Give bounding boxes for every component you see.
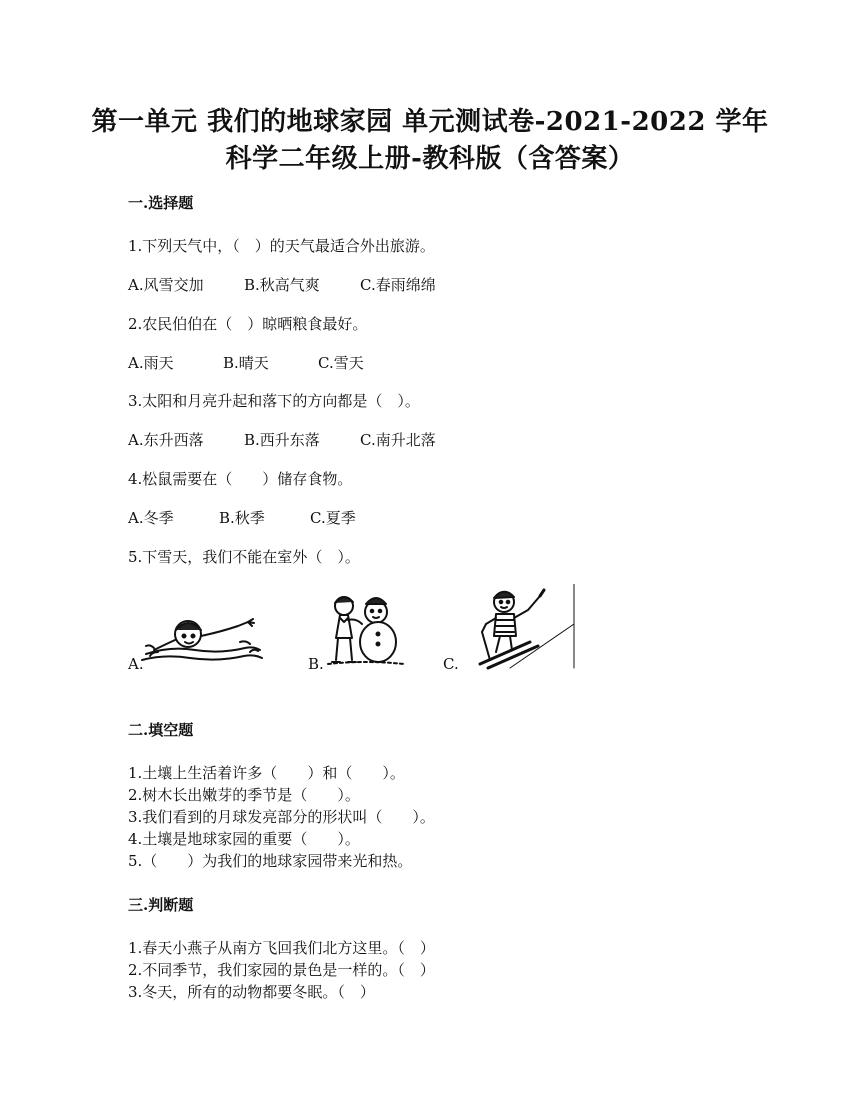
judge-item: 2.不同季节，我们家园的景色是一样的。（ ） [128, 961, 435, 979]
option-b: B.秋季 [219, 509, 265, 527]
fill-item: 5.（ ）为我们的地球家园带来光和热。 [128, 852, 413, 870]
option-a: A.东升西落 [128, 431, 204, 449]
question-text: 1.下列天气中，（ ）的天气最适合外出旅游。 [128, 237, 435, 255]
judge-item: 1.春天小燕子从南方飞回我们北方这里。（ ） [128, 939, 435, 957]
judge-item: 3.冬天，所有的动物都要冬眠。（ ） [128, 983, 375, 1001]
skiing-child-icon [470, 584, 580, 670]
option-a: A.风雪交加 [128, 276, 204, 294]
question-options [128, 352, 364, 373]
option-a: A.雨天 [128, 354, 174, 372]
option-a: A. [128, 655, 144, 673]
option-c: C.南升北落 [360, 431, 436, 449]
option-b: B.秋高气爽 [244, 276, 320, 294]
fill-item: 3.我们看到的月球发亮部分的形状叫（ ）。 [128, 808, 435, 826]
option-a: A.冬季 [128, 509, 174, 527]
question-options [128, 507, 356, 528]
question-text: 5.下雪天，我们不能在室外（ ）。 [128, 548, 360, 566]
question-text: 2.农民伯伯在（ ）晾晒粮食最好。 [128, 315, 368, 333]
option-b: B. [308, 655, 324, 673]
swimming-child-icon [140, 612, 265, 668]
section-heading-fill: 二.填空题 [128, 721, 194, 739]
option-c: C.夏季 [310, 509, 356, 527]
option-b: B.西升东落 [244, 431, 320, 449]
option-c: C.雪天 [318, 354, 364, 372]
option-c: C. [443, 655, 459, 673]
page-title-line2: 科学二年级上册-教科版（含答案） [225, 144, 635, 174]
question-text: 3.太阳和月亮升起和落下的方向都是（ ）。 [128, 392, 420, 410]
question-text: 4.松鼠需要在（ ）储存食物。 [128, 470, 353, 488]
fill-item: 4.土壤是地球家园的重要（ ）。 [128, 830, 360, 848]
option-c: C.春雨绵绵 [360, 276, 436, 294]
fill-item: 2.树木长出嫩芽的季节是（ ）。 [128, 786, 360, 804]
question-options [128, 274, 436, 295]
question-options [128, 429, 436, 450]
option-b: B.晴天 [223, 354, 269, 372]
section-heading-judge: 三.判断题 [128, 896, 194, 914]
section-heading-choice: 一.选择题 [128, 194, 194, 212]
fill-item: 1.土壤上生活着许多（ ）和（ ）。 [128, 764, 405, 782]
snowman-child-icon [326, 588, 406, 668]
page-title-line1: 第一单元 我们的地球家园 单元测试卷-2021-2022 学年 [91, 107, 769, 137]
